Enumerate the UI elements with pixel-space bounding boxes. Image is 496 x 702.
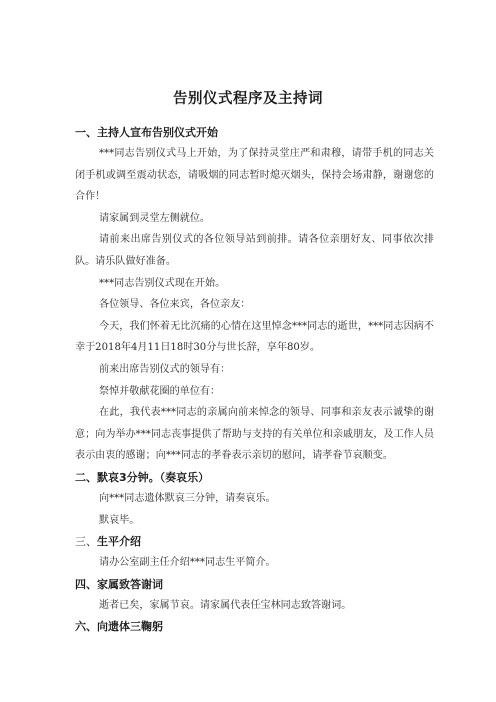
paragraph: 在此，我代表***同志的亲属向前来悼念的领导、同事和亲友表示诚挚的谢意；向为举办***同志丧事提供了帮助与支持的有关单位和亲戚朋友，及工作人员表示由衷的感谢；向***同志的孝眷表示亲切的慰问，请孝眷节哀顺变。: [75, 407, 434, 462]
paragraph: 请办公室副主任介绍***同志生平简介。: [99, 557, 276, 569]
section-heading-2: 二、默哀3分钟。（奏哀乐）: [75, 470, 210, 484]
paragraph: 祭悼并敬献花圈的单位有：: [99, 385, 221, 397]
heading-prefix: 三、: [75, 535, 97, 549]
paragraph: 各位领导、各位来宾，各位亲友：: [99, 299, 251, 311]
paragraph: ***同志告别仪式马上开始，为了保持灵堂庄严和肃穆，请带手机的同志关闭手机或调至震动状态，请吸烟的同志暂时熄灭烟头，保持会场肃静，谢谢您的合作！: [75, 148, 434, 203]
paragraph: 前来出席告别仪式的领导有：: [99, 363, 231, 375]
paragraph: 默哀毕。: [99, 514, 140, 526]
document-body: [75, 122, 434, 637]
heading-text: 生平介绍: [97, 535, 141, 549]
paragraph: ***同志告别仪式现在开始。: [99, 277, 226, 289]
paragraph: 逝者已矣，家属节哀。请家属代表任宝林同志致答谢词。: [99, 599, 352, 611]
section-heading-6: 六、向遗体三鞠躬: [75, 620, 163, 634]
paragraph: 请家属到灵堂左侧就位。: [99, 212, 211, 224]
section-heading-4: 四、家属致答谢词: [75, 577, 163, 591]
section-heading-1: 一、主持人宣布告别仪式开始: [75, 126, 218, 139]
paragraph: 今天，我们怀着无比沉痛的心情在这里悼念***同志的逝世，***同志因病不幸于2018年4月11日18时30分与世长辞，享年80岁。: [75, 320, 434, 354]
document-title: 告别仪式程序及主持词: [173, 91, 323, 107]
section-heading-3: [75, 531, 434, 552]
paragraph: 请前来出席告别仪式的各位领导站到前排。请各位亲朋好友、同事依次排队。请乐队做好准备。: [75, 234, 434, 267]
paragraph: 向***同志遗体默哀三分钟，请奏哀乐。: [99, 492, 276, 504]
